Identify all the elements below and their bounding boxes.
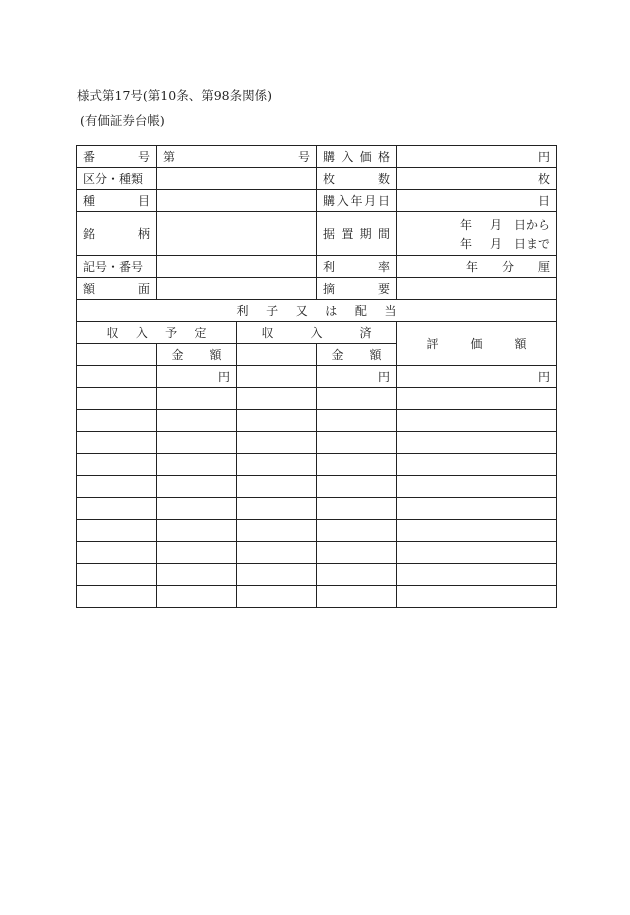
cell-valuation[interactable] <box>397 388 557 410</box>
cell-expected-amount[interactable] <box>157 410 237 432</box>
cell-received-amount[interactable] <box>317 586 397 608</box>
label-count: 枚 数 <box>317 168 397 190</box>
cell-expected-amount[interactable] <box>157 564 237 586</box>
cell-received-date[interactable] <box>237 366 317 388</box>
field-symbol-number[interactable] <box>157 256 317 278</box>
cell-expected-amount[interactable] <box>157 586 237 608</box>
label-face-value: 額 面 <box>77 278 157 300</box>
deferment-from-line: 年 月 日から <box>459 217 551 232</box>
label-deferment-period: 据 置 期 間 <box>317 212 397 256</box>
cell-received-date[interactable] <box>237 388 317 410</box>
field-count[interactable]: 枚 <box>397 168 557 190</box>
cell-received-date[interactable] <box>237 520 317 542</box>
securities-ledger-table <box>76 145 557 608</box>
cell-received-amount[interactable] <box>317 432 397 454</box>
label-purchase-price: 購 入 価 格 <box>317 146 397 168</box>
cell-received-date[interactable] <box>237 586 317 608</box>
cell-expected-date[interactable] <box>77 410 157 432</box>
cell-valuation[interactable] <box>397 520 557 542</box>
cell-received-amount[interactable] <box>317 476 397 498</box>
row-face-value <box>77 278 557 300</box>
table-row <box>77 454 557 476</box>
deferment-to-line: 年 月 日まで <box>459 236 551 251</box>
cell-expected-date[interactable] <box>77 432 157 454</box>
table-row <box>77 520 557 542</box>
cell-valuation[interactable] <box>397 586 557 608</box>
table-row <box>77 498 557 520</box>
cell-expected-date[interactable] <box>77 366 157 388</box>
cell-received-amount[interactable] <box>317 520 397 542</box>
cell-valuation[interactable] <box>397 498 557 520</box>
row-symbol <box>77 256 557 278</box>
header-expected-income: 収 入 予 定 <box>77 322 237 344</box>
subheader-received-date <box>237 344 317 366</box>
cell-received-amount[interactable] <box>317 542 397 564</box>
cell-received-date[interactable] <box>237 410 317 432</box>
subheader-expected-date <box>77 344 157 366</box>
table-row <box>77 410 557 432</box>
cell-valuation[interactable] <box>397 542 557 564</box>
cell-expected-amount[interactable] <box>157 432 237 454</box>
cell-received-amount[interactable] <box>317 388 397 410</box>
cell-expected-amount[interactable] <box>157 388 237 410</box>
header-valuation: 評 価 額 <box>397 322 557 366</box>
label-purchase-date: 購 入 年 月 日 <box>317 190 397 212</box>
field-remarks[interactable] <box>397 278 557 300</box>
row-interest-section <box>77 300 557 322</box>
form-title: 様式第17号(第10条、第98条関係) <box>77 88 272 103</box>
label-item: 種 目 <box>77 190 157 212</box>
field-face-value[interactable] <box>157 278 317 300</box>
cell-received-date[interactable] <box>237 476 317 498</box>
cell-expected-date[interactable] <box>77 586 157 608</box>
cell-expected-amount[interactable] <box>157 520 237 542</box>
cell-received-date[interactable] <box>237 432 317 454</box>
form-subtitle: (有価証券台帳) <box>80 113 165 128</box>
field-interest-rate[interactable]: 年 分 厘 <box>397 256 557 278</box>
table-row <box>77 476 557 498</box>
subheader-expected-amount: 金 額 <box>157 344 237 366</box>
table-row <box>77 388 557 410</box>
cell-valuation[interactable] <box>397 476 557 498</box>
cell-valuation[interactable] <box>397 410 557 432</box>
label-number: 番 号 <box>77 146 157 168</box>
cell-expected-date[interactable] <box>77 454 157 476</box>
label-category-type: 区分・種類 <box>77 168 157 190</box>
cell-valuation[interactable] <box>397 454 557 476</box>
row-interest-header <box>77 322 557 344</box>
cell-received-date[interactable] <box>237 454 317 476</box>
field-purchase-price[interactable]: 円 <box>397 146 557 168</box>
cell-expected-amount[interactable] <box>157 454 237 476</box>
field-brand[interactable] <box>157 212 317 256</box>
cell-received-date[interactable] <box>237 542 317 564</box>
row-number <box>77 146 557 168</box>
row-category <box>77 168 557 190</box>
table-row <box>77 586 557 608</box>
cell-valuation[interactable] <box>397 564 557 586</box>
cell-expected-date[interactable] <box>77 388 157 410</box>
cell-expected-amount[interactable] <box>157 476 237 498</box>
interest-section-title: 利 子 又 は 配 当 <box>77 300 557 322</box>
cell-valuation[interactable]: 円 <box>397 366 557 388</box>
cell-received-amount[interactable] <box>317 410 397 432</box>
header-received-income: 収 入 済 <box>237 322 397 344</box>
cell-received-amount[interactable] <box>317 564 397 586</box>
label-brand: 銘 柄 <box>77 212 157 256</box>
row-brand <box>77 212 557 256</box>
cell-expected-amount[interactable]: 円 <box>157 366 237 388</box>
cell-expected-date[interactable] <box>77 498 157 520</box>
cell-expected-amount[interactable] <box>157 498 237 520</box>
cell-received-amount[interactable]: 円 <box>317 366 397 388</box>
field-deferment-period[interactable] <box>397 212 557 256</box>
field-purchase-date[interactable]: 日 <box>397 190 557 212</box>
field-number[interactable]: 第 号 <box>157 146 317 168</box>
table-row <box>77 366 557 388</box>
cell-received-amount[interactable] <box>317 454 397 476</box>
cell-valuation[interactable] <box>397 432 557 454</box>
label-symbol-number: 記号・番号 <box>77 256 157 278</box>
field-item[interactable] <box>157 190 317 212</box>
label-interest-rate: 利 率 <box>317 256 397 278</box>
cell-received-amount[interactable] <box>317 498 397 520</box>
row-item <box>77 190 557 212</box>
field-category-type[interactable] <box>157 168 317 190</box>
table-row <box>77 542 557 564</box>
cell-received-date[interactable] <box>237 498 317 520</box>
cell-expected-date[interactable] <box>77 564 157 586</box>
table-row <box>77 564 557 586</box>
table-row <box>77 432 557 454</box>
cell-expected-date[interactable] <box>77 520 157 542</box>
subheader-received-amount: 金 額 <box>317 344 397 366</box>
cell-received-date[interactable] <box>237 564 317 586</box>
cell-expected-date[interactable] <box>77 476 157 498</box>
cell-expected-date[interactable] <box>77 542 157 564</box>
label-remarks: 摘 要 <box>317 278 397 300</box>
cell-expected-amount[interactable] <box>157 542 237 564</box>
